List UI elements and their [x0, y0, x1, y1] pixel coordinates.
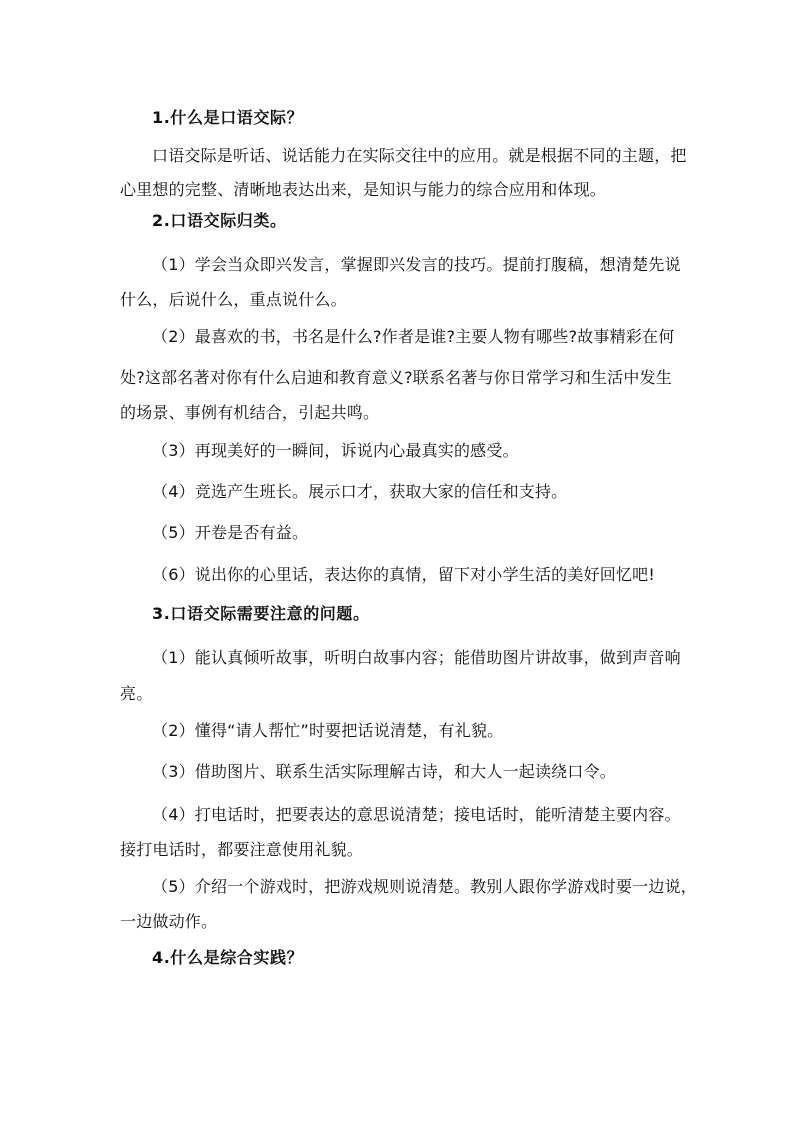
paragraph-line: （5）介绍一个游戏时，把游戏规则说清楚。教别人跟你学游戏时要一边说，: [152, 877, 697, 896]
paragraph-line: （3）再现美好的一瞬间，诉说内心最真实的感受。: [152, 441, 519, 460]
paragraph-line: （1）学会当众即兴发言，掌握即兴发言的技巧。提前打腹稿，想清楚先说: [152, 255, 681, 274]
paragraph-line: （1）能认真倾听故事，听明白故事内容；能借助图片讲故事，做到声音响: [152, 648, 681, 667]
paragraph-line: （2）最喜欢的书，书名是什么?作者是谁?主要人物有哪些?故事精彩在何: [152, 327, 675, 346]
section-heading: 2.口语交际归类。: [152, 211, 287, 230]
paragraph-line: （4）竞选产生班长。展示口才，获取大家的信任和支持。: [152, 482, 568, 501]
section-heading: 4.什么是综合实践？: [152, 948, 304, 967]
paragraph-line: （2）懂得“请人帮忙”时要把话说清楚，有礼貌。: [152, 721, 504, 740]
paragraph-line: 亮。: [120, 684, 153, 703]
section-heading: 1.什么是口语交际？: [152, 108, 304, 127]
paragraph-line: 什么，后说什么，重点说什么。: [120, 290, 347, 309]
paragraph-line: 心里想的完整、清晰地表达出来，是知识与能力的综合应用和体现。: [120, 180, 607, 199]
paragraph-line: 处?这部名著对你有什么启迪和教育意义?联系名著与你日常学习和生活中发生: [120, 368, 672, 387]
section-heading: 3.口语交际需要注意的问题。: [152, 604, 370, 623]
paragraph-line: （5）开卷是否有益。: [152, 523, 309, 542]
paragraph-line: 的场景、事例有机结合，引起共鸣。: [120, 403, 380, 422]
paragraph-line: 一边做动作。: [120, 912, 218, 931]
paragraph-line: （6）说出你的心里话，表达你的真情，留下对小学生活的美好回忆吧!: [152, 565, 655, 584]
paragraph-line: （4）打电话时，把要表达的意思说清楚；接电话时，能听清楚主要内容。: [152, 805, 681, 824]
paragraph-line: （3）借助图片、联系生活实际理解古诗，和大人一起读绕口令。: [152, 762, 616, 781]
paragraph-line: 接打电话时，都要注意使用礼貌。: [120, 840, 364, 859]
paragraph-line: 口语交际是听话、说话能力在实际交往中的应用。就是根据不同的主题，把: [152, 146, 687, 165]
